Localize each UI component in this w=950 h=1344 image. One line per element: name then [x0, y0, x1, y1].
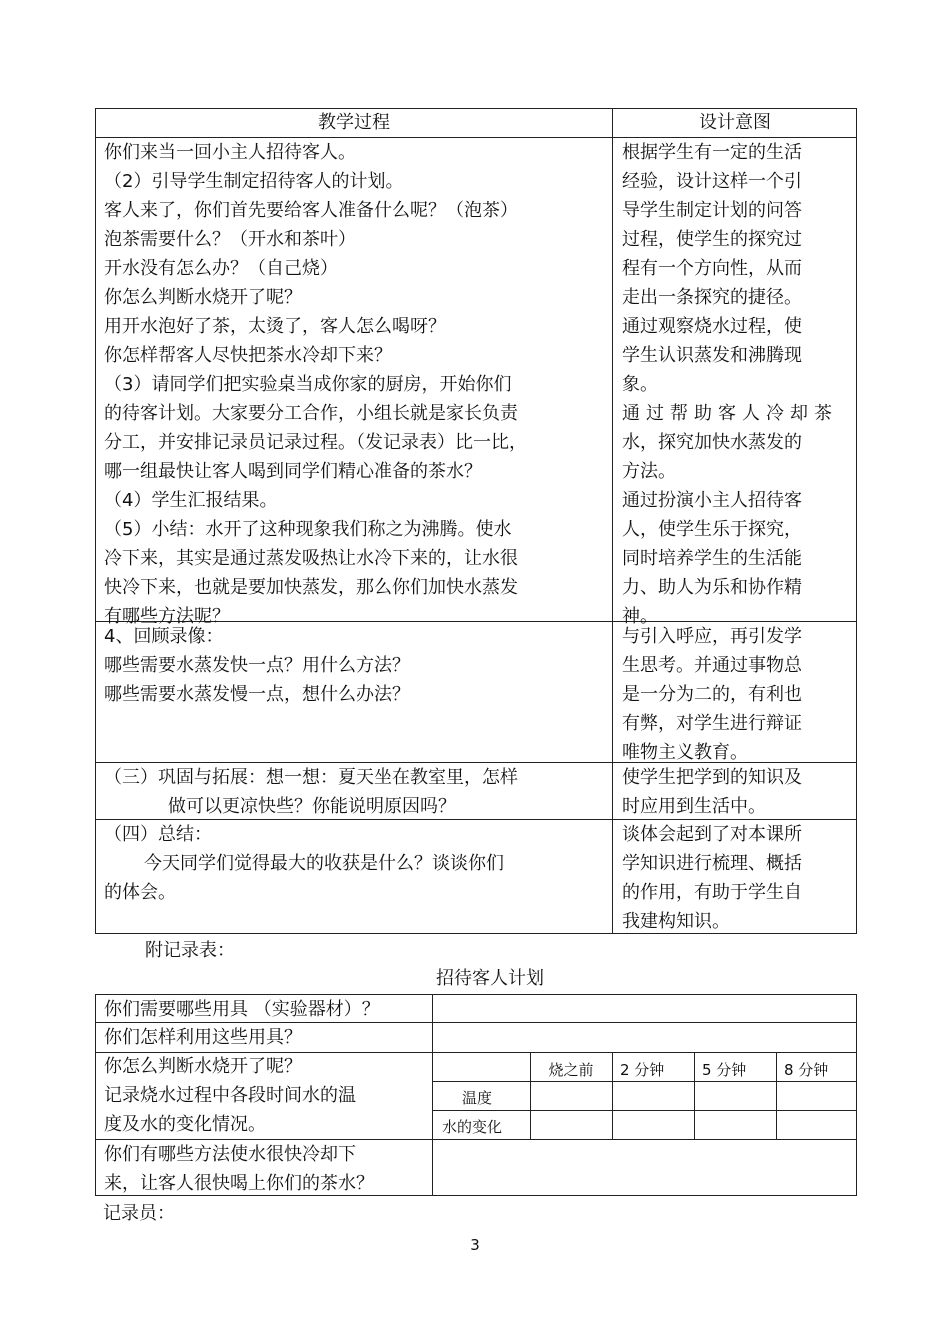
text-line: 通过帮助客人冷却茶 [622, 403, 838, 424]
appendix-label: 附记录表： [145, 940, 235, 961]
text-line: 人，使学生乐于探究， [622, 519, 802, 540]
text-line: 有哪些方法呢？ [104, 606, 230, 627]
text-line: 经验，设计这样一个引 [622, 171, 802, 192]
text-line: （四）总结： [104, 824, 212, 845]
text-line: 快冷下来，也就是要加快蒸发，那么你们加快水蒸发 [104, 577, 518, 598]
text-line: 冷下来，其实是通过蒸发吸热让水冷下来的，让水很 [104, 548, 518, 569]
record-table [95, 994, 857, 1196]
grid-line [694, 1052, 695, 1139]
question-cooling [104, 1140, 374, 1198]
text-line: 4、回顾录像： [104, 626, 224, 647]
column-divider [612, 109, 613, 933]
text-line: （3）请同学们把实验桌当成你家的厨房，开始你们 [104, 374, 512, 395]
text-line: （三）巩固与拓展：想一想：夏天坐在教室里，怎样 [104, 767, 518, 788]
text-line: 生思考。并通过事物总 [622, 655, 802, 676]
intent-cell [622, 138, 838, 631]
text-line: 方法。 [622, 461, 676, 482]
row-label-temperature: 温度 [462, 1089, 493, 1107]
question-usage: 你们怎样利用这些用具？ [104, 1027, 302, 1048]
text-line: 你们来当一回小主人招待客人。 [104, 142, 356, 163]
header-process: 教学过程 [318, 112, 390, 133]
text-line: 哪一组最快让客人喝到同学们精心准备的茶水？ [104, 461, 482, 482]
text-line: （2）引导学生制定招待客人的计划。 [104, 171, 404, 192]
time-header: 烧之前 [548, 1061, 594, 1079]
text-line: 学知识进行梳理、概括 [622, 853, 802, 874]
text-line: （4）学生汇报结果。 [104, 490, 278, 511]
text-line: 度及水的变化情况。 [104, 1114, 266, 1135]
column-divider [432, 995, 433, 1195]
text-line: （5）小结：水开了这种现象我们称之为沸腾。使水 [104, 519, 512, 540]
text-line: 通过观察烧水过程，使 [622, 316, 802, 337]
header-intent: 设计意图 [699, 112, 771, 133]
text-line: 你们有哪些方法使水很快冷却下 [104, 1144, 356, 1165]
intent-cell [622, 820, 802, 936]
process-cell [104, 138, 527, 631]
text-line: 是一分为二的，有利也 [622, 684, 802, 705]
grid-line [432, 1081, 856, 1082]
text-line: 走出一条探究的捷径。 [622, 287, 802, 308]
text-line: 来，让客人很快喝上你们的茶水？ [104, 1173, 374, 1194]
text-line: 同时培养学生的生活能 [622, 548, 802, 569]
text-line: 我建构知识。 [622, 911, 730, 932]
text-line: 你怎么判断水烧开了呢？ [104, 1056, 302, 1077]
time-header: 5 分钟 [702, 1061, 747, 1079]
question-tools: 你们需要哪些用具 （实验器材）？ [104, 999, 380, 1020]
text-line: 有弊，对学生进行辩证 [622, 713, 802, 734]
text-line: 分工，并安排记录员记录过程。（发记录表）比一比， [104, 432, 527, 453]
text-line: 的待客计划。大家要分工合作，小组长就是家长负责 [104, 403, 518, 424]
process-cell [104, 820, 504, 907]
text-line: 做可以更凉快些？你能说明原因吗？ [168, 796, 456, 817]
text-line: 学生认识蒸发和沸腾现 [622, 345, 802, 366]
grid-line [776, 1052, 777, 1139]
intent-cell [622, 763, 802, 821]
process-cell [104, 622, 410, 709]
text-line: 唯物主义教育。 [622, 742, 748, 763]
text-line: 水，探究加快水蒸发的 [622, 432, 802, 453]
grid-line [432, 1110, 856, 1111]
text-line: 谈体会起到了对本课所 [622, 824, 802, 845]
process-cell [104, 763, 518, 821]
text-line: 开水没有怎么办？（自己烧） [104, 258, 338, 279]
text-line: 力、助人为乐和协作精 [622, 577, 802, 598]
page-number: 3 [470, 1236, 480, 1254]
time-header: 2 分钟 [620, 1061, 665, 1079]
text-line: 导学生制定计划的问答 [622, 200, 802, 221]
text-line: 记录烧水过程中各段时间水的温 [104, 1085, 356, 1106]
text-line: 程有一个方向性，从而 [622, 258, 802, 279]
text-line: 的体会。 [104, 882, 176, 903]
text-line: 哪些需要水蒸发快一点？用什么方法？ [104, 655, 410, 676]
text-line: 泡茶需要什么？（开水和茶叶） [104, 229, 356, 250]
text-line: 哪些需要水蒸发慢一点，想什么办法？ [104, 684, 410, 705]
text-line: 使学生把学到的知识及 [622, 767, 802, 788]
time-header: 8 分钟 [784, 1061, 829, 1079]
text-line: 时应用到生活中。 [622, 796, 766, 817]
text-line: 你怎样帮客人尽快把茶水冷却下来？ [104, 345, 392, 366]
text-line: 根据学生有一定的生活 [622, 142, 802, 163]
question-boiling [104, 1052, 356, 1139]
text-line: 神。 [622, 606, 658, 627]
row-label-water-change: 水的变化 [442, 1118, 503, 1136]
text-line: 今天同学们觉得最大的收获是什么？谈谈你们 [144, 853, 504, 874]
text-line: 与引入呼应，再引发学 [622, 626, 802, 647]
record-table-title: 招待客人计划 [436, 968, 544, 989]
grid-line [612, 1052, 613, 1139]
intent-cell [622, 622, 802, 767]
text-line: 象。 [622, 374, 658, 395]
recorder-label: 记录员： [103, 1203, 175, 1224]
text-line: 用开水泡好了茶，太烫了，客人怎么喝呀？ [104, 316, 446, 337]
lesson-table [95, 108, 857, 934]
text-line: 过程，使学生的探究过 [622, 229, 802, 250]
text-line: 通过扮演小主人招待客 [622, 490, 802, 511]
text-line: 客人来了，你们首先要给客人准备什么呢？（泡茶） [104, 200, 518, 221]
text-line: 的作用，有助于学生自 [622, 882, 802, 903]
text-line: 你怎么判断水烧开了呢？ [104, 287, 302, 308]
